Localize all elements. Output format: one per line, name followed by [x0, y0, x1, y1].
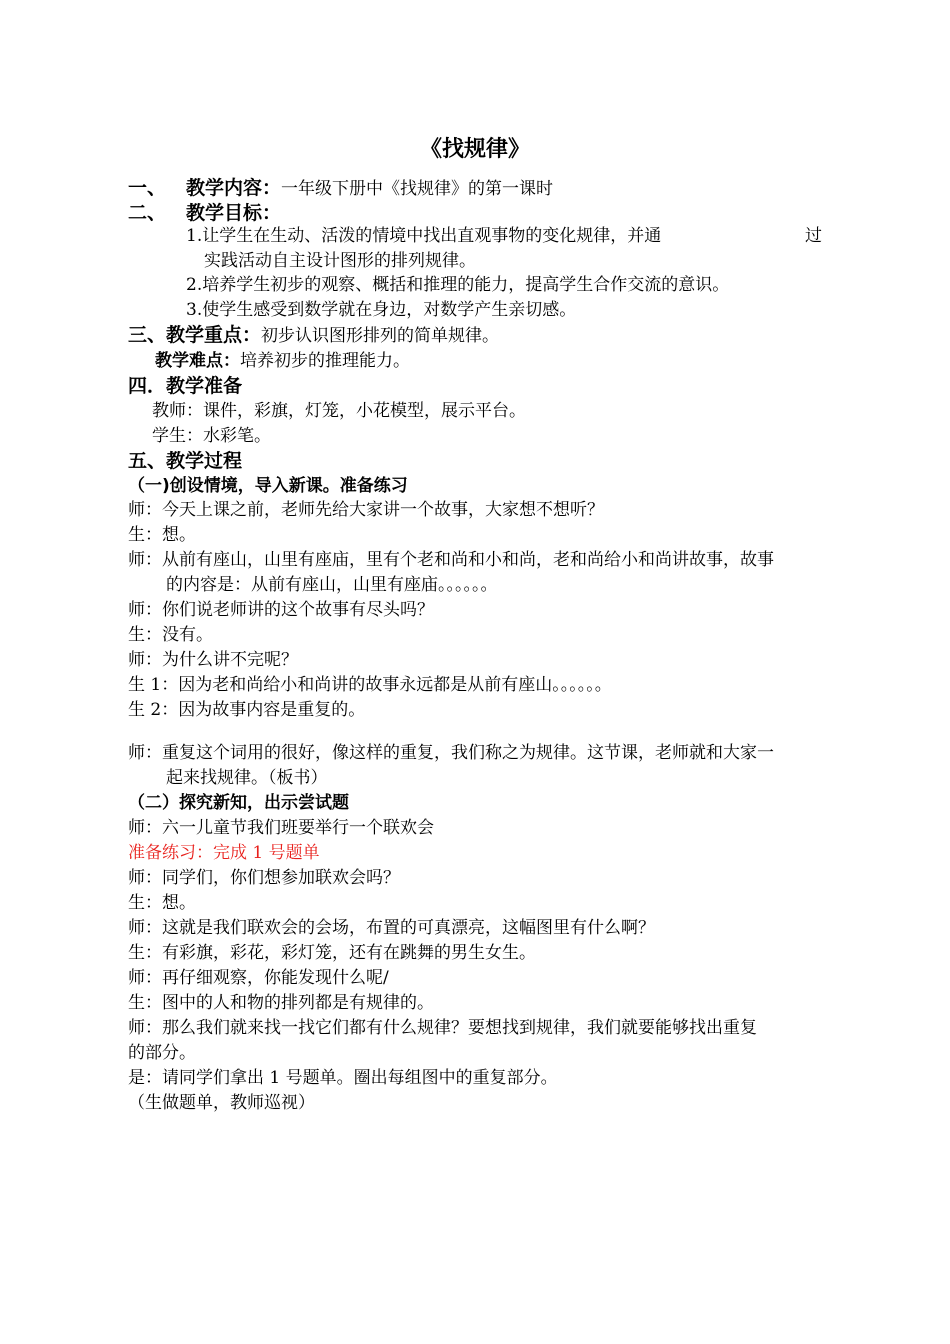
section-2-label: 教学目标：	[186, 202, 282, 224]
dialogue-line: 师：为什么讲不完呢？	[128, 650, 298, 670]
goal-3: 3.使学生感受到数学就在身边，对数学产生亲切感。	[186, 300, 577, 320]
dialogue-line: 生 2：因为故事内容是重复的。	[128, 700, 366, 720]
dialogue-line: 师：这就是我们联欢会的会场，布置的可真漂亮，这幅图里有什么啊？	[128, 918, 655, 938]
section-3-label: 三、教学重点：	[128, 324, 262, 346]
goal-1-line-1	[186, 224, 661, 248]
goal-1-text: 1.让学生在生动、活泼的情境中找出直观事物的变化规律，并通	[186, 226, 662, 246]
dialogue-line: （生做题单，教师巡视）	[128, 1093, 315, 1113]
goal-1-line-1-end: 过	[805, 226, 822, 246]
dialogue-line: 师：重复这个词用的很好，像这样的重复，我们称之为规律。这节课，老师就和大家一	[128, 743, 774, 763]
part-1-heading: （一)创设情境，导入新课。准备练习	[128, 476, 408, 496]
practice-note: 准备练习：完成 1 号题单	[128, 843, 320, 863]
dialogue-line: 师：那么我们就来找一找它们都有什么规律？要想找到规律，我们就要能够找出重复	[128, 1018, 757, 1038]
dialogue-line: 生：没有。	[128, 625, 213, 645]
dialogue-line: 起来找规律。（板书）	[166, 768, 328, 788]
dialogue-line: 师：从前有座山，山里有座庙，里有个老和尚和小和尚，老和尚给小和尚讲故事，故事	[128, 550, 774, 570]
goal-1-line-2: 实践活动自主设计图形的排列规律。	[204, 251, 476, 271]
difficulty-label: 教学难点：	[155, 351, 240, 371]
goal-2: 2.培养学生初步的观察、概括和推理的能力，提高学生合作交流的意识。	[186, 275, 730, 295]
dialogue-line: 是：请同学们拿出 1 号题单。圈出每组图中的重复部分。	[128, 1068, 558, 1088]
document-title: 《找规律》	[419, 136, 530, 162]
section-1-label: 教学内容：	[186, 177, 282, 199]
dialogue-line: 生：想。	[128, 525, 196, 545]
dialogue-line: 师：再仔细观察，你能发现什么呢/	[128, 968, 389, 988]
section-3-heading	[128, 323, 499, 348]
section-1-heading	[128, 176, 553, 201]
dialogue-line: 生：有彩旗，彩花，彩灯笼，还有在跳舞的男生女生。	[128, 943, 536, 963]
difficulty-text: 培养初步的推理能力。	[240, 351, 410, 371]
part-2-heading: （二）探究新知，出示尝试题	[128, 793, 349, 813]
dialogue-line: 师：今天上课之前，老师先给大家讲一个故事，大家想不想听？	[128, 500, 604, 520]
section-3-difficulty	[155, 349, 410, 373]
section-2-heading	[128, 201, 281, 225]
dialogue-line: 的内容是：从前有座山，山里有座庙。。。。。。	[166, 575, 498, 595]
teacher-prep: 教师：课件，彩旗，灯笼，小花模型，展示平台。	[152, 401, 526, 421]
section-1-number: 一、	[128, 177, 167, 199]
section-4-heading: 四．教学准备	[128, 375, 243, 397]
dialogue-line: 生：图中的人和物的排列都是有规律的。	[128, 993, 434, 1013]
student-prep: 学生：水彩笔。	[152, 426, 271, 446]
section-1-text: 一年级下册中《找规律》的第一课时	[281, 179, 554, 199]
dialogue-line: 生：想。	[128, 893, 196, 913]
dialogue-line: 的部分。	[128, 1043, 196, 1063]
dialogue-line: 师：同学们，你们想参加联欢会吗？	[128, 868, 400, 888]
section-3-text: 初步认识图形排列的简单规律。	[261, 326, 500, 346]
section-2-number: 二、	[128, 202, 167, 224]
section-5-heading: 五、教学过程	[128, 450, 243, 472]
dialogue-line: 师：六一儿童节我们班要举行一个联欢会	[128, 818, 434, 838]
dialogue-line: 生 1：因为老和尚给小和尚讲的故事永远都是从前有座山。。。。。。	[128, 675, 612, 695]
dialogue-line: 师：你们说老师讲的这个故事有尽头吗？	[128, 600, 434, 620]
